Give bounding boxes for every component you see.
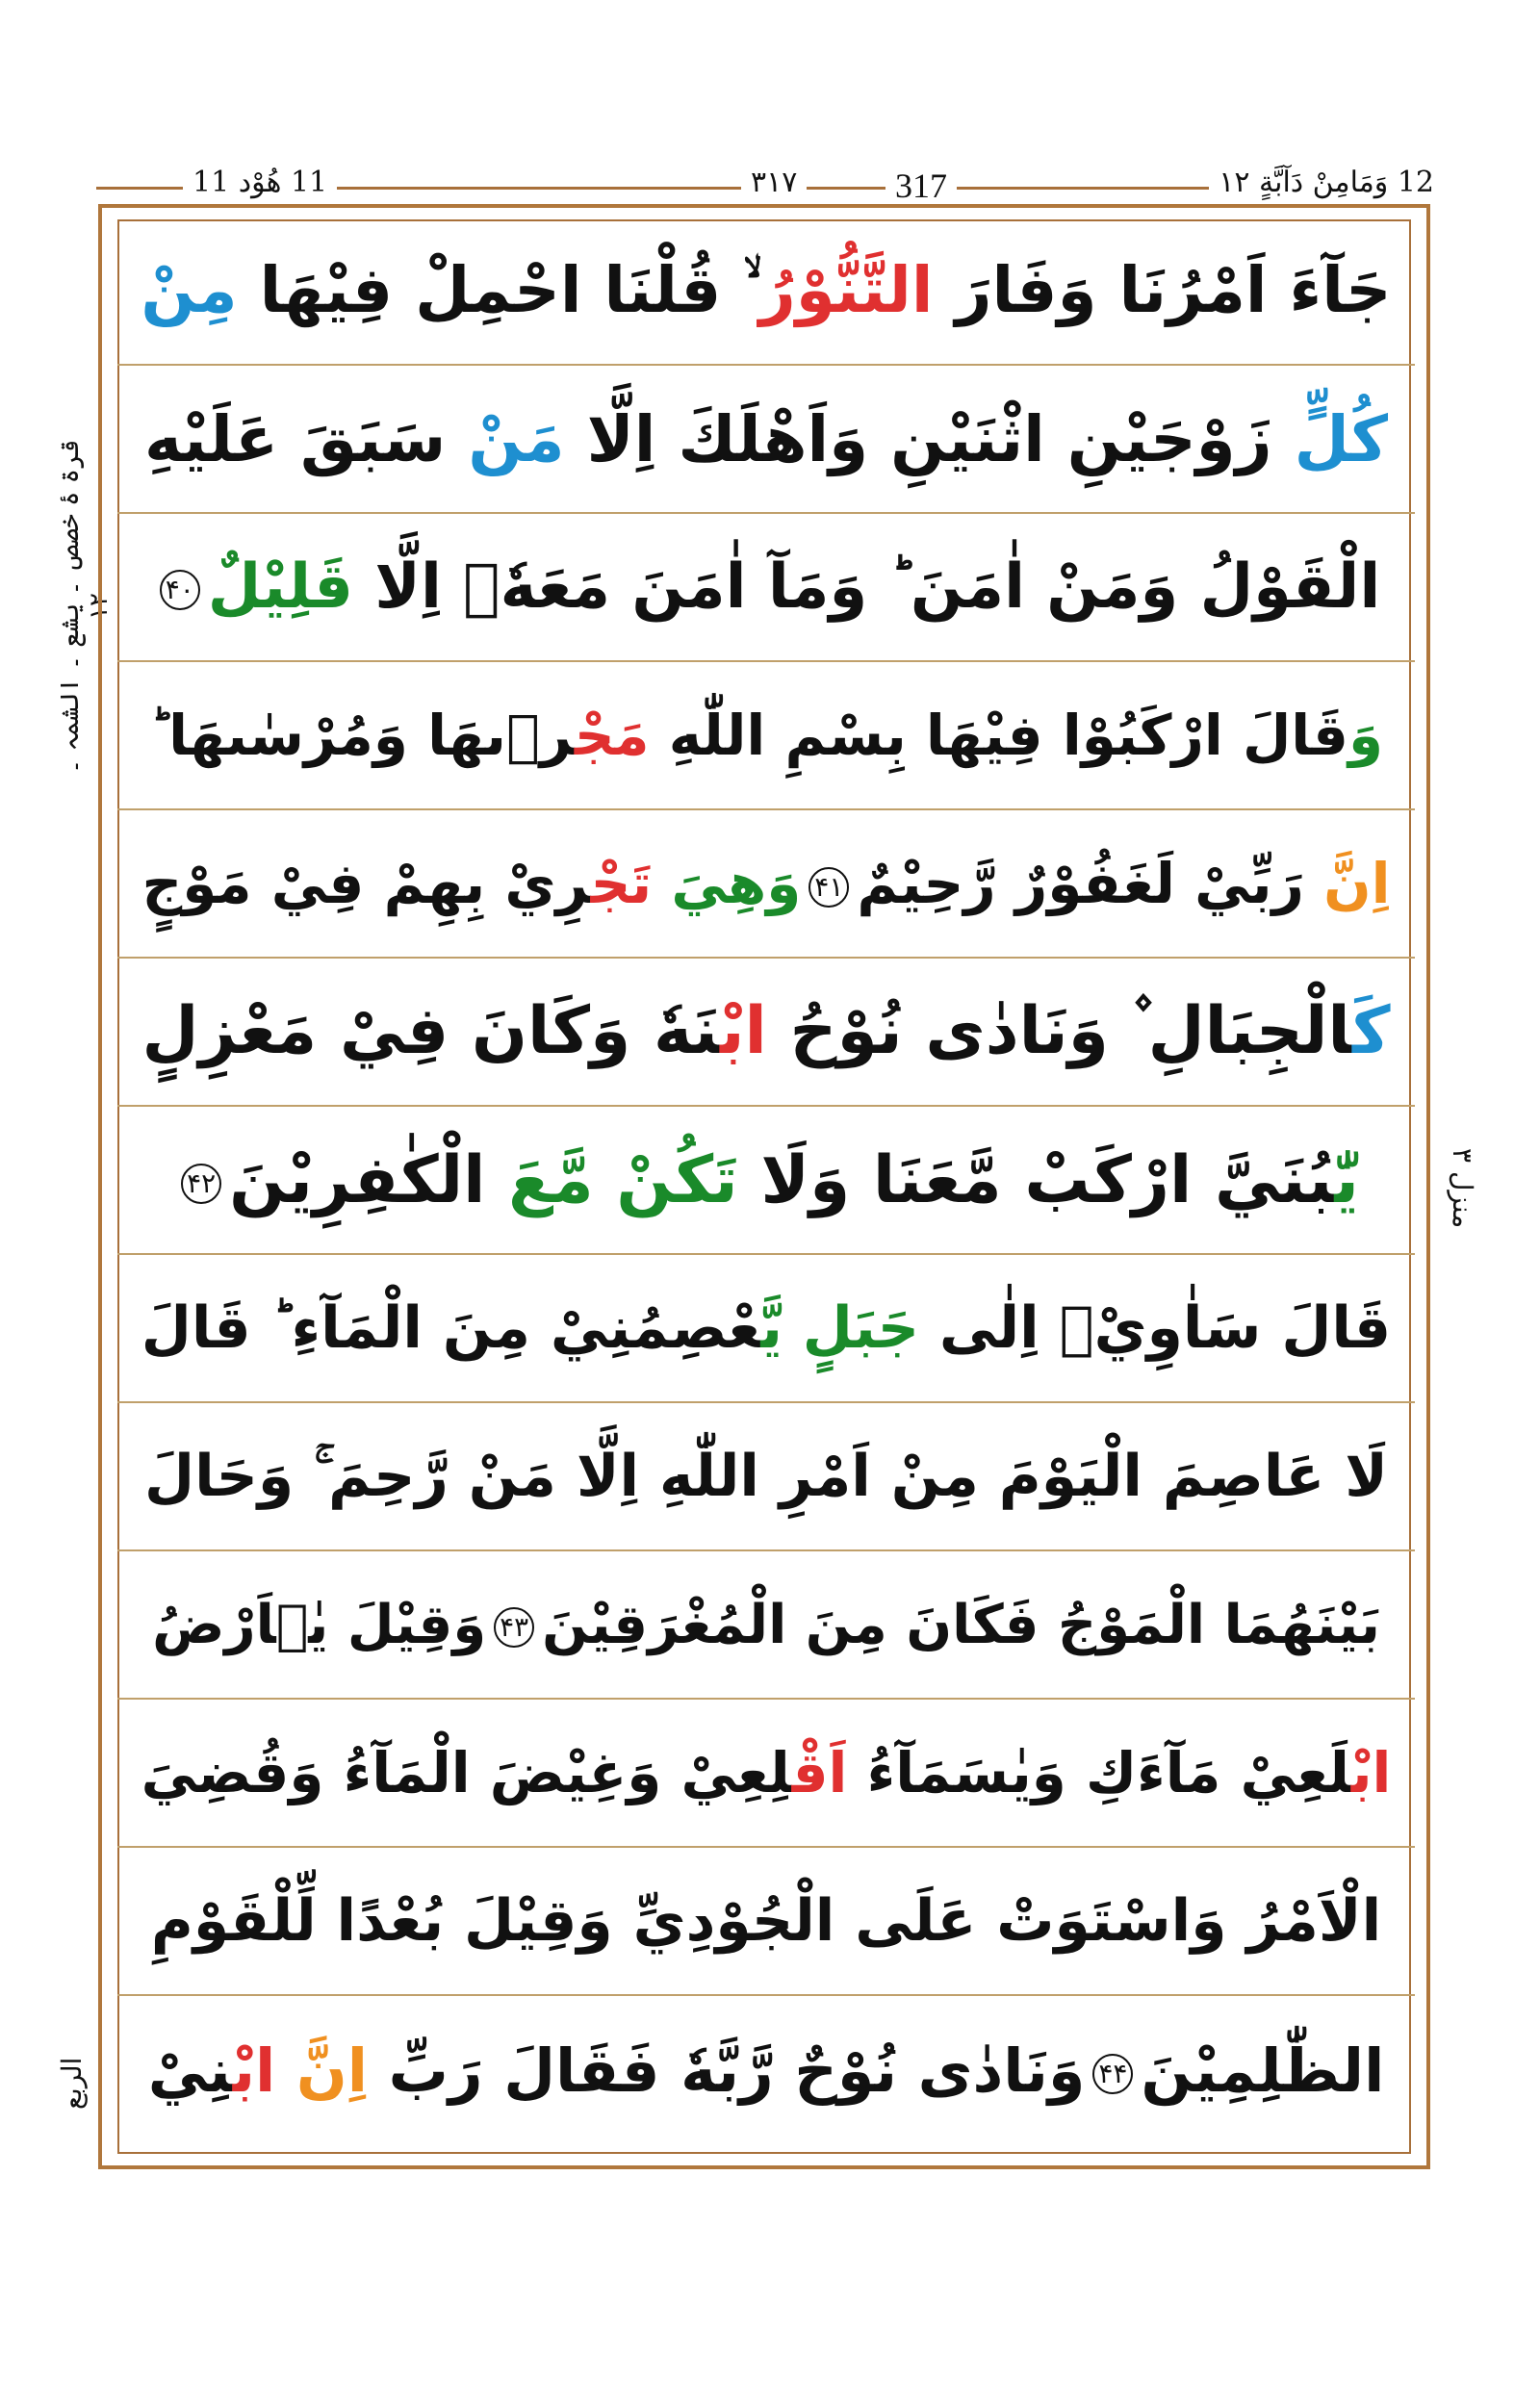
verse-segment: لِعِيْ وَغِيْضَ الْمَآءُ وَقُضِيَ xyxy=(141,1740,792,1805)
verse-segment: كَ xyxy=(1351,993,1391,1069)
verse-segment: بَيْنَهُمَا الْمَوْجُ فَكَانَ مِنَ الْمُغْرَقِيْنَ xyxy=(542,1593,1380,1656)
verse-segment: وَنَادٰى نُوْحٌ رَّبَّهٗ فَقَالَ رَبِّ xyxy=(368,2035,1086,2106)
ayah-number-marker: ۴۴ xyxy=(1092,2054,1133,2094)
verse-text xyxy=(144,402,1388,476)
page-number: 317 xyxy=(886,166,957,206)
surah-name: 11 هُوْد 11 xyxy=(183,166,337,199)
verse-line xyxy=(117,1700,1415,1848)
verse-line xyxy=(117,1551,1415,1700)
verse-line xyxy=(117,514,1415,662)
page-header xyxy=(96,164,1444,205)
verse-segment: زَوْجَيْنِ اثْنَيْنِ وَاَهْلَكَ اِلَّا xyxy=(564,401,1295,476)
verse-text xyxy=(141,1294,1391,1362)
verse-lines xyxy=(117,218,1415,2156)
verse-segment: اِنَّ xyxy=(295,2035,369,2106)
verse-segment: عْصِمُنِيْ مِنَ الْمَآءِ ؕ قَالَ xyxy=(141,1294,761,1362)
verse-line xyxy=(117,810,1415,959)
verse-segment: مِنْ xyxy=(141,252,238,327)
verse-segment: الْقَوْلُ وَمَنْ اٰمَنَ ؕ وَمَآ اٰمَنَ مَعَهٗۤ اِلَّا xyxy=(353,551,1381,623)
verse-line xyxy=(117,1403,1415,1551)
verse-segment: وَ xyxy=(1348,703,1384,768)
verse-text xyxy=(141,1740,1392,1805)
verse-segment: مَجْ xyxy=(574,703,650,768)
verse-line xyxy=(117,1255,1415,1403)
verse-segment: قَالَ ارْكَبُوْا فِيْهَا بِسْمِ اللّٰهِ xyxy=(649,703,1349,768)
verse-text xyxy=(152,551,1381,623)
verse-segment: قَالَ سَاٰوِيْۤ اِلٰى xyxy=(919,1294,1392,1362)
verse-segment: اب xyxy=(1350,1740,1392,1805)
verse-line xyxy=(117,218,1415,366)
verse-segment: قَلِيْلٌ xyxy=(207,551,354,623)
verse-line xyxy=(117,1848,1415,1996)
verse-segment: بُنَيَّ ارْكَبْ مَّعَنَا وَلَا xyxy=(737,1141,1335,1218)
verse-segment: وَهِيَ xyxy=(652,851,802,916)
ayah-number-marker: ۴۱ xyxy=(808,867,849,908)
verse-segment: وَقِيْلَ يٰۤاَرْضُ xyxy=(152,1593,487,1656)
verse-text xyxy=(141,253,1391,329)
ayah-number-marker: ۴۳ xyxy=(494,1607,534,1648)
verse-segment: يّٰ xyxy=(1334,1141,1359,1218)
ayah-number-marker: ۴۰ xyxy=(160,570,200,610)
verse-segment: تَكُنْ مَّعَ xyxy=(508,1141,738,1218)
verse-segment: ابْ xyxy=(720,993,767,1069)
verse-segment: لَا عَاصِمَ الْيَوْمَ مِنْ اَمْرِ اللّٰهِ اِلَّا مَنْ رَّحِمَ ۚ وَحَالَ xyxy=(144,1443,1388,1510)
verse-segment: الْجِبَالِ ۫ وَنَادٰى نُوْحُ xyxy=(766,993,1352,1069)
margin-note-left: قرۃ ۂ خصص ۔ یشع ۔ الشمہ ۔ ۱۲ xyxy=(56,439,114,774)
verse-segment: رِيْ بِهِمْ فِيْ مَوْجٍ xyxy=(141,851,591,916)
verse-line xyxy=(117,366,1415,514)
verse-segment: ۙ قُلْنَا احْمِلْ فِيْهَا xyxy=(237,252,759,327)
verse-segment: تَجْ xyxy=(590,851,653,916)
verse-segment: سَبَقَ عَلَيْهِ xyxy=(144,401,469,476)
para-name: 12 وَمَامِنْ دَآبَّةٍ ۱۲ xyxy=(1209,166,1444,199)
verse-line xyxy=(117,662,1415,810)
verse-segment: كُلٍّ xyxy=(1294,401,1388,476)
verse-text xyxy=(173,1142,1359,1218)
verse-segment: الظّٰلِمِيْنَ xyxy=(1141,2035,1385,2106)
verse-segment: الْكٰفِرِيْنَ xyxy=(229,1141,509,1218)
verse-line xyxy=(117,1107,1415,1255)
verse-text xyxy=(141,993,1390,1070)
verse-segment: نَهٗ وَكَانَ فِيْ مَعْزِلٍ xyxy=(141,993,720,1069)
verse-segment: جَبَلٍ يَّ xyxy=(760,1294,920,1362)
ayah-number-marker: ۴۲ xyxy=(181,1164,221,1204)
verse-segment: مَنْ xyxy=(468,401,565,476)
verse-segment: رٖىهَا وَمُرْسٰىهَا ؕ xyxy=(148,703,575,768)
verse-segment: اب xyxy=(232,2035,276,2106)
verse-segment xyxy=(275,2035,296,2106)
verse-line xyxy=(117,1996,1415,2144)
verse-segment: جَآءَ اَمْرُنَا وَفَارَ xyxy=(933,252,1392,327)
verse-segment: التَّنُّوْرُ xyxy=(758,252,934,327)
verse-segment: رَبِّيْ لَغَفُوْرٌ رَّحِيْمٌ xyxy=(857,851,1324,916)
verse-text xyxy=(152,1594,1380,1656)
verse-text xyxy=(151,1887,1381,1955)
margin-note-manzil: منزل ۳ xyxy=(1447,1148,1478,1229)
page-number-urdu: ۳۱۷ xyxy=(741,166,807,199)
verse-text xyxy=(148,2035,1385,2106)
verse-line xyxy=(117,959,1415,1107)
verse-text xyxy=(149,703,1383,768)
margin-note-rub: الربع xyxy=(56,2057,88,2111)
verse-segment: ْنِيْ xyxy=(147,2035,233,2106)
verse-segment: الْاَمْرُ وَاسْتَوَتْ عَلَى الْجُوْدِيِّ وَقِيْلَ بُعْدًا لِّلْقَوْمِ xyxy=(150,1887,1382,1955)
verse-segment: اِنَّ xyxy=(1323,851,1391,916)
verse-segment: اَقْ xyxy=(791,1740,848,1805)
verse-text xyxy=(141,851,1390,916)
verse-text xyxy=(144,1443,1388,1510)
verse-segment: ْلَعِيْ مَآءَكِ وَيٰسَمَآءُ xyxy=(847,1740,1351,1805)
